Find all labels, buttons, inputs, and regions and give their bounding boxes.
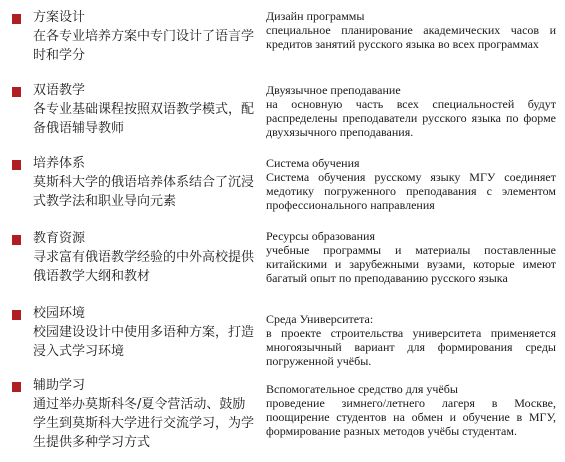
ru-title: Система обучения	[266, 156, 360, 170]
zh-block	[33, 229, 255, 286]
zh-block	[33, 154, 255, 211]
bullet-square	[12, 14, 21, 24]
bullet-square	[12, 310, 21, 320]
ru-title: Ресурсы образования	[266, 229, 375, 243]
ru-title: Дизайн программы	[266, 9, 365, 23]
ru-description: учебные программы и материалы поставленные китайскими и зарубежными вузами, которые имеют багатый опыт по преподаванию русского языка	[266, 243, 556, 285]
ru-title: Двуязычное преподавание	[266, 83, 401, 97]
bullet-square	[12, 87, 21, 97]
ru-block	[266, 9, 556, 51]
zh-block	[33, 81, 255, 138]
zh-title: 双语教学	[33, 83, 86, 98]
ru-block	[266, 156, 556, 212]
ru-title: Среда Университета:	[266, 312, 374, 326]
ru-description: специальное планирование академических часов и кредитов занятий русского языка во всех программах	[266, 23, 556, 51]
ru-block	[266, 83, 556, 139]
zh-description: 各专业基础课程按照双语教学模式，配备俄语辅导教师	[33, 102, 255, 136]
zh-block	[33, 304, 255, 361]
ru-description: на основную часть всех специальностей будут распределены преподаватели русского языка по форме двухязычного преподавания.	[266, 97, 556, 139]
zh-title: 校园环境	[33, 306, 86, 321]
zh-description: 在各专业培养方案中专门设计了语言学时和学分	[33, 29, 255, 63]
zh-description: 通过举办莫斯科冬/夏令营活动、鼓励学生到莫斯科大学进行交流学习，为学生提供多种学习方式	[33, 397, 255, 450]
zh-title: 教育资源	[33, 231, 86, 246]
ru-block	[266, 312, 556, 368]
zh-title: 辅助学习	[33, 378, 86, 393]
bullet-square	[12, 235, 21, 245]
zh-block	[33, 376, 255, 452]
zh-description: 莫斯科大学的俄语培养体系结合了沉浸式教学法和职业导向元素	[33, 175, 255, 209]
ru-description: Система обучения русскому языку МГУ соединяет медотику погруженного преподавания с элементом профессионального направления	[266, 170, 556, 212]
ru-description: проведение зимнего/летнего лагеря в Москве, поощирение студентов на обмен и обучение в МГУ, формирование разных методов учёбы студентам.	[266, 396, 556, 438]
bullet-square	[12, 160, 21, 170]
ru-block	[266, 229, 556, 285]
zh-block	[33, 8, 255, 65]
bullet-square	[12, 382, 21, 392]
zh-description: 校园建设设计中使用多语种方案，打造浸入式学习环境	[33, 325, 255, 359]
zh-description: 寻求富有俄语教学经验的中外高校提供俄语教学大纲和教材	[33, 250, 255, 284]
zh-title: 方案设计	[33, 10, 86, 25]
ru-title: Вспомогательное средство для учёбы	[266, 382, 458, 396]
ru-description: в проекте строительства университета применяется многоязычный вариант для формирования среды погруженной учёбы.	[266, 326, 556, 368]
zh-title: 培养体系	[33, 156, 86, 171]
ru-block	[266, 382, 556, 438]
